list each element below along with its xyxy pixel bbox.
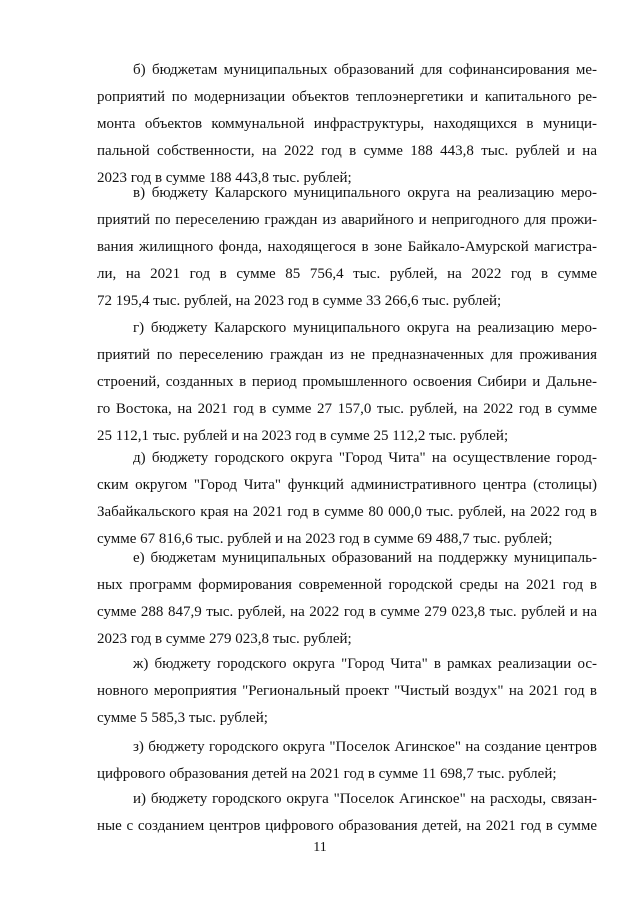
text-line: ж) бюджету городского округа "Город Чита" в рамках реализации ос- xyxy=(133,656,597,672)
text-line: Забайкальского края на 2021 год в сумме 80 000,0 тыс. рублей, на 2022 год в xyxy=(97,504,597,520)
text-line: цифрового образования детей на 2021 год в сумме 11 698,7 тыс. рублей; xyxy=(97,766,557,782)
text-line: роприятий по модернизации объектов теплоэнергетики и капитального ре- xyxy=(97,89,597,105)
text-line: в) бюджету Каларского муниципального округа на реализацию меро- xyxy=(133,185,597,201)
text-line: ные с созданием центров цифрового образования детей, на 2021 год в сумме xyxy=(97,818,597,834)
text-line: ных программ формирования современной городской среды на 2021 год в xyxy=(97,577,597,593)
paragraph-b xyxy=(97,57,597,192)
text-line: вания жилищного фонда, находящегося в зоне Байкало-Амурской магистра- xyxy=(97,239,597,255)
paragraph-zh xyxy=(97,651,597,732)
text-line: 25 112,1 тыс. рублей и на 2023 год в сумме 25 112,2 тыс. рублей; xyxy=(97,428,509,444)
paragraph-i xyxy=(97,786,597,840)
paragraph-e xyxy=(97,545,597,653)
text-line: 72 195,4 тыс. рублей, на 2023 год в сумме 33 266,6 тыс. рублей; xyxy=(97,293,502,309)
paragraph-v xyxy=(97,180,597,315)
text-line: г) бюджету Каларского муниципального округа на реализацию меро- xyxy=(133,320,597,336)
text-line: приятий по переселению граждан из не предназначенных для проживания xyxy=(97,347,597,363)
text-line: пальной собственности, на 2022 год в сумме 188 443,8 тыс. рублей и на xyxy=(97,143,597,159)
text-line: ли, на 2021 год в сумме 85 756,4 тыс. рублей, на 2022 год в сумме xyxy=(97,266,597,282)
paragraph-z xyxy=(97,734,597,788)
paragraph-d xyxy=(97,445,597,553)
text-line: и) бюджету городского округа "Поселок Агинское" на расходы, связан- xyxy=(133,791,597,807)
text-line: строений, созданных в период промышленного освоения Сибири и Дальне- xyxy=(97,374,597,390)
text-line: монта объектов коммунальной инфраструктуры, находящихся в муници- xyxy=(97,116,597,132)
text-line: е) бюджетам муниципальных образований на поддержку муниципаль- xyxy=(133,550,597,566)
text-line: сумме 288 847,9 тыс. рублей, на 2022 год в сумме 279 023,8 тыс. рублей и на xyxy=(97,604,597,620)
text-line: приятий по переселению граждан из аварийного и непригодного для прожи- xyxy=(97,212,597,228)
text-line: новного мероприятия "Региональный проект "Чистый воздух" на 2021 год в xyxy=(97,683,597,699)
text-line: б) бюджетам муниципальных образований для софинансирования ме- xyxy=(133,62,597,78)
text-line: з) бюджету городского округа "Поселок Агинское" на создание центров xyxy=(133,739,597,755)
text-line: го Востока, на 2021 год в сумме 27 157,0 тыс. рублей, на 2022 год в сумме xyxy=(97,401,597,417)
text-line: сумме 5 585,3 тыс. рублей; xyxy=(97,710,268,726)
text-line: 2023 год в сумме 279 023,8 тыс. рублей; xyxy=(97,631,352,647)
text-line: 2023 год в сумме 188 443,8 тыс. рублей; xyxy=(97,170,352,186)
page-number: 11 xyxy=(313,840,327,855)
text-line: ским округом "Город Чита" функций административного центра (столицы) xyxy=(97,477,597,493)
paragraph-g xyxy=(97,315,597,450)
text-line: д) бюджету городского округа "Город Чита" на осуществление город- xyxy=(133,450,597,466)
text-line: сумме 67 816,6 тыс. рублей и на 2023 год в сумме 69 488,7 тыс. рублей; xyxy=(97,531,553,547)
